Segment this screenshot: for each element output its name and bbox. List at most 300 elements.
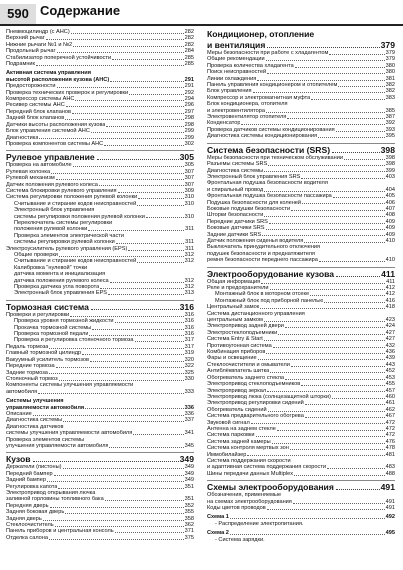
dot-leader [290, 449, 385, 450]
toc-page-number: 305 [184, 162, 194, 169]
toc-page-number: 352 [184, 502, 194, 509]
toc-entry-title: Стеклоочистители и омыватели [207, 361, 290, 368]
toc-page-number: 371 [184, 528, 194, 535]
dot-leader [137, 262, 183, 263]
toc-entry-title: Электровентилятор отопителя [207, 114, 287, 121]
toc-entry-title: Электроусилитель рулевого управления (EPS) [6, 245, 128, 252]
toc-page-number: 333 [184, 388, 194, 395]
dot-leader [336, 489, 380, 490]
dot-leader [267, 47, 379, 48]
dot-leader [73, 166, 184, 167]
toc-entry-title: Шины передачи данных Multiplex [207, 470, 293, 477]
toc-entry-title: Тормозная система [6, 301, 89, 312]
toc-page-number: 285 [184, 61, 194, 68]
toc-entry-title: Считывание и стирание кодов неисправностей [14, 200, 137, 207]
toc-entry-title: и адаптивная система поддержания скорости [207, 464, 327, 471]
toc-entry-title: Обозначения, применяемые [207, 492, 282, 499]
toc-entry-title: датчика положения рулевого колеса [14, 277, 109, 284]
toc-entry-title: Конденсатор [207, 120, 241, 127]
dot-leader [97, 159, 179, 160]
toc-entry-title: Система регулировки положения рулевой колонки [6, 194, 138, 201]
toc-entry-title: Монтажный блок под приборной панелью [215, 297, 324, 304]
dot-leader [305, 417, 385, 418]
toc-page-number: 330 [184, 375, 194, 382]
toc-entry-title: Система безопасности (SRS) [207, 144, 331, 155]
toc-entry-title: Фронтальная подушка безопасности водителя [207, 180, 328, 187]
toc-entry-title: Стеклоочиститель [6, 522, 54, 529]
toc-page-number: 311 [185, 239, 194, 246]
toc-entry-title: Проверка элементов системы [6, 436, 85, 443]
dot-leader [66, 106, 184, 107]
toc-page-number: 436 [385, 349, 395, 356]
toc-entry-title: Стабилизатор поперечной устойчивости [6, 54, 112, 61]
toc-entry-title: Проверка датчика угла поворота [14, 284, 100, 291]
toc-entry-title: Панель управления кондиционером и отопителем [207, 82, 338, 89]
toc-page-number: 316 [184, 324, 194, 331]
toc-page-number: 282 [184, 35, 194, 42]
toc-page-number: 491 [385, 498, 395, 505]
toc-entry-title: Электрооборудование кузова [207, 268, 335, 279]
dot-leader [108, 294, 184, 295]
dot-leader [115, 322, 184, 323]
toc-entry-title: Вакуумный усилитель тормозов [6, 356, 89, 363]
dot-leader [291, 210, 385, 211]
toc-page-number: 478 [385, 445, 395, 452]
toc-entry-title: Задний блок клапанов [6, 115, 65, 122]
toc-entry-title: Компоненты системы улучшения управляемости [6, 382, 134, 389]
dot-leader [264, 171, 384, 172]
dot-leader [319, 261, 385, 262]
toc-page-number: 409 [385, 231, 395, 238]
toc-page-number: 410 [385, 237, 395, 244]
toc-entry-title: Рулевое управление [6, 152, 95, 163]
toc-entry-title: автомобиля [6, 388, 38, 395]
dot-leader [65, 513, 183, 514]
toc-entry-title: Противоугонная система [207, 342, 272, 349]
toc-entry-title: - Распределение электропитания. [215, 520, 304, 527]
toc-page-number: 311 [185, 226, 194, 233]
dot-leader [146, 217, 184, 218]
toc-page-number: 292 [184, 89, 194, 96]
dot-leader [135, 341, 184, 342]
toc-page-number: 432 [385, 342, 395, 349]
dot-leader [36, 65, 184, 66]
toc-entry-title: Продольный рычаг [6, 48, 56, 55]
dot-leader [247, 455, 384, 456]
toc-entry-title: Компрессор системы АНС [6, 96, 75, 103]
dot-leader [336, 131, 385, 132]
toc-entry-title: Общие рекомендации [207, 56, 265, 63]
dot-leader [51, 173, 184, 174]
toc-entry-title: Проверка тормозной педали [14, 331, 89, 338]
toc-page-number: 291 [184, 76, 194, 83]
toc-entry-title: Стояночный тормоз [6, 375, 58, 382]
toc-entry-title: Описание [6, 410, 32, 417]
toc-entry-title: Считывание и стирание кодов неисправностей [14, 258, 137, 265]
toc-page-number: 412 [385, 291, 395, 298]
dot-leader [128, 250, 184, 251]
toc-entry-title: Держатели (пистоны) [6, 464, 62, 471]
toc-entry-title: управляемости автомобиля [6, 404, 85, 411]
toc-page-number: 452 [385, 368, 395, 375]
dot-leader [270, 372, 384, 373]
dot-leader [338, 86, 384, 87]
toc-page-number: 298 [184, 121, 194, 128]
toc-entry-title: Электропривод зеркал [207, 387, 267, 394]
toc-entry-title: улучшения управляемости автомобиля [6, 442, 109, 449]
toc-entry-title: Монтажный блок в моторном отсеке [215, 291, 310, 298]
toc-page-number: 313 [184, 290, 194, 297]
toc-entry-title: Задняя дверь [6, 515, 42, 522]
dot-leader [49, 348, 183, 349]
toc-entry-title: Система дистанционного управления [207, 310, 305, 317]
toc-page-number: 285 [184, 54, 194, 61]
toc-entry-title: Обогреватель заднего стекла [207, 374, 284, 381]
toc-entry-title: Педаль тормоза [6, 343, 49, 350]
toc-page-number: 336 [184, 404, 194, 411]
dot-leader [324, 302, 384, 303]
dot-leader [38, 393, 184, 394]
toc-entry-title: Калибровка "нулевой" точки [14, 264, 88, 271]
toc-page-number: 337 [184, 417, 194, 424]
toc-entry [6, 443, 194, 449]
dot-leader [329, 54, 384, 55]
toc-entry-title: Антенна на заднем стекле [207, 425, 276, 432]
toc-page-number: 362 [184, 522, 194, 529]
toc-page-number: 355 [184, 509, 194, 516]
dot-leader [268, 165, 384, 166]
toc-section-heading [207, 480, 395, 492]
dot-leader [301, 178, 384, 179]
header-rule [0, 24, 403, 26]
toc-section-heading [6, 452, 194, 464]
toc-page-number: 307 [184, 181, 194, 188]
toc-column-right [207, 29, 395, 543]
toc-page-number: 439 [385, 355, 395, 362]
toc-entry-title: Линии охлаждения [207, 75, 257, 82]
toc-entry-title: Центральный замок [207, 304, 260, 311]
toc-page-number: 358 [184, 515, 194, 522]
dot-leader [305, 404, 385, 405]
toc-entry-title: ремня безопасности переднего пассажира [207, 257, 318, 264]
toc-entry-title: Общая информация [207, 278, 261, 285]
dot-leader [116, 243, 184, 244]
toc-page-number: 312 [184, 252, 194, 258]
toc-page-number: 316 [184, 311, 194, 318]
toc-entry-title: Схемы электрооборудования [207, 482, 334, 493]
toc-page-number: 319 [184, 350, 194, 357]
toc-entry-title: Фронтальная подушка безопасности пассажира [207, 193, 332, 200]
toc-page-number: 296 [184, 102, 194, 109]
dot-leader [58, 488, 183, 489]
toc-page-number: 418 [385, 304, 395, 311]
dot-leader [138, 198, 183, 199]
toc-page-number: 349 [184, 464, 194, 471]
toc-entry-title: Электропривод открывания лючка [6, 490, 96, 496]
toc-section-heading: Кондиционер, отопление [207, 29, 315, 39]
dot-leader [110, 81, 183, 82]
toc-page-number: 407 [385, 205, 395, 212]
dot-leader [56, 179, 184, 180]
toc-entry-title: Электропривод задней двери [207, 323, 284, 330]
dot-leader [253, 92, 385, 93]
dot-leader [33, 461, 179, 462]
toc-page-number: 410 [385, 257, 395, 264]
dot-leader [344, 159, 385, 160]
toc-page-number: 310 [184, 213, 194, 220]
dot-leader [49, 539, 184, 540]
toc-entry-title: Переключатель системы регулировки [14, 219, 113, 226]
toc-entry-title: Проверка элементов электрической части [14, 232, 124, 239]
dot-leader [71, 33, 184, 34]
toc-entry-title: Система контроля мертвых зон [207, 445, 289, 452]
toc-page-number: 491 [380, 482, 395, 493]
dot-leader [115, 532, 184, 533]
dot-leader [287, 118, 384, 119]
toc-entry-title: Система предварительного обогрева [207, 413, 304, 420]
toc-entry-title: Шторки безопасности [207, 212, 264, 219]
toc-entry-title: Проверки и регулировки [6, 311, 70, 318]
toc-entry-title: Электропривод стеклоподъемников [207, 381, 301, 388]
toc-entry [207, 133, 395, 139]
toc-page-number: 351 [184, 483, 194, 490]
toc-entry-title: Электростеклоподъемники [207, 329, 278, 336]
toc-section-heading [6, 300, 194, 312]
toc-entry-title: Фары и освещение [207, 355, 257, 362]
toc-page-number: 455 [385, 381, 395, 388]
toc-entry-title: Верхний рычаг [6, 35, 45, 42]
dot-leader [59, 380, 184, 381]
toc-entry-title: Проверка количества хладагента [207, 62, 294, 69]
toc-page-number: 380 [385, 62, 395, 69]
dot-leader [295, 67, 385, 68]
toc-entry-title: и электровентилятора [207, 107, 265, 114]
toc-entry-title: Панель приборов и центральная консоль [6, 528, 114, 535]
toc-entry-title: Боковые подушки безопасности [207, 205, 291, 212]
toc-page-number: 299 [184, 134, 194, 141]
dot-leader [109, 447, 183, 448]
dot-leader [73, 46, 184, 47]
toc-entry [6, 290, 194, 296]
toc-entry-title: Подрамник [6, 61, 36, 68]
page-title: Содержание [40, 3, 121, 18]
dot-leader [260, 308, 384, 309]
toc-page-number: 375 [184, 534, 194, 541]
toc-entry-title: Обогреватель сидений [207, 406, 267, 413]
dot-leader [63, 421, 183, 422]
toc-page-number: 294 [184, 96, 194, 103]
dot-leader [327, 468, 385, 469]
dot-leader [85, 408, 183, 409]
toc-entry-title: Проверка компонентов системы АНС [6, 140, 104, 147]
toc-page-number: 492 [385, 514, 395, 521]
dot-leader [91, 309, 179, 310]
toc-entry-title: Предосторожности [6, 83, 56, 90]
toc-page-number: 380 [385, 69, 395, 76]
toc-entry-title: Прокачка тормозной системы [14, 324, 92, 331]
toc-page-number: 316 [179, 301, 194, 312]
toc-entry-title: Передний блок клапанов [6, 108, 71, 115]
toc-entry-title: Передняя дверь [6, 502, 49, 509]
dot-leader [266, 60, 385, 61]
dot-leader [63, 468, 184, 469]
toc-entry-title: Меры безопасности при работе с хладагентом [207, 50, 329, 56]
toc-entry-title: Главный тормозной цилиндр [6, 350, 82, 357]
dot-leader [304, 242, 384, 243]
dot-leader [57, 52, 184, 53]
dot-leader [91, 132, 184, 133]
toc-entry-title: на схемах электрооборудования [207, 498, 292, 505]
toc-page-number: 443 [385, 361, 395, 368]
toc-entry-title: Блок кондиционера, отопителя [207, 101, 288, 108]
toc-entry-title: Диагностика датчиков [6, 423, 64, 430]
toc-page-number: 393 [385, 126, 395, 133]
toc-entry-title: положения рулевой колонки [14, 226, 88, 233]
toc-page-number: 462 [385, 406, 395, 413]
dot-leader [110, 282, 184, 283]
toc-page-number: 379 [385, 50, 395, 56]
toc-entry-title: Система поддержания скорости [207, 457, 291, 464]
toc-entry-title: Кузов [6, 454, 31, 465]
toc-page-number: 325 [184, 369, 194, 376]
dot-leader [256, 436, 385, 437]
toc-page-number: 351 [184, 496, 194, 503]
toc-page-number: 408 [385, 212, 395, 219]
toc-entry-title: Проверка уровня тормозной жидкости [14, 318, 114, 325]
toc-entry-title: Выключатель принудительного отключения [207, 244, 321, 251]
toc-entry-title: Блок управления [207, 88, 252, 95]
dot-leader [72, 113, 184, 114]
toc-entry-title: подушек безопасности и преднатяжителя [207, 250, 315, 257]
toc-entry [207, 257, 395, 263]
dot-leader [264, 216, 384, 217]
dot-leader [277, 430, 385, 431]
dot-leader [251, 423, 385, 424]
toc-entry-title: Передние тормоза [6, 363, 55, 370]
toc-page-number: 387 [385, 114, 395, 121]
toc-entry-title: Компрессор и электромагнитная муфта [207, 94, 311, 101]
toc-page-number: 403 [385, 173, 395, 180]
toc-page-number: 320 [184, 356, 194, 363]
dot-leader [33, 415, 184, 416]
toc-page-number: 427 [385, 336, 395, 343]
toc-entry-title: Электропривод люка (солнцезащитной шторки) [207, 393, 331, 400]
toc-page-number: 495 [385, 530, 395, 537]
toc-page-number: 488 [385, 470, 395, 477]
toc-page-number: 461 [385, 400, 395, 407]
dot-leader [99, 185, 184, 186]
toc-page-number: 399 [385, 167, 395, 174]
toc-page-number: 424 [385, 323, 395, 330]
toc-entry-title: Регулировка капота [6, 483, 58, 490]
toc-entry-title: Меры безопасности при техническом обслуживании [207, 154, 343, 161]
toc-section-heading [207, 267, 395, 279]
dot-leader [133, 434, 183, 435]
toc-page-number: 382 [385, 82, 395, 89]
dot-leader [100, 288, 183, 289]
toc-page-number: 310 [184, 194, 194, 201]
toc-entry-title: Диагностика системы кондиционирования [207, 133, 317, 140]
toc-entry-title: Электропривод регулировки сидений [207, 400, 304, 407]
toc-page-number: 453 [385, 374, 395, 381]
toc-page-number: 341 [184, 430, 194, 437]
toc-entry-title: системы улучшения управляемости автомобиля [6, 430, 133, 437]
toc-entry-title: Отделка салона [6, 534, 48, 541]
dot-leader [118, 192, 184, 193]
toc-page-number: 398 [380, 144, 395, 155]
toc-page-number: 411 [381, 268, 395, 279]
dot-leader [82, 354, 184, 355]
toc-page-number: 427 [385, 329, 395, 336]
toc-page-number: 305 [179, 152, 194, 163]
toc-page-number: 411 [386, 278, 395, 285]
toc-entry-title: и спиральный провод [207, 186, 264, 193]
toc-page-number: 379 [380, 40, 395, 50]
dot-leader [285, 379, 385, 380]
dot-leader [137, 205, 183, 206]
toc-entry-title: Электронный блок управления EPS [14, 290, 108, 297]
toc-page-number: 404 [385, 186, 395, 193]
toc-page-number: 416 [385, 297, 395, 304]
dot-leader [262, 235, 385, 236]
toc-entry-title: Задний бампер [6, 477, 46, 484]
toc-page-number: 282 [184, 29, 194, 35]
toc-entry-title: Боковые датчики SRS [207, 225, 265, 232]
toc-page-number: 398 [385, 154, 395, 161]
dot-leader [293, 503, 385, 504]
toc-page-number: 398 [385, 161, 395, 168]
dot-leader [258, 359, 385, 360]
toc-page-number: 382 [385, 88, 395, 95]
toc-page-number: 302 [184, 140, 194, 147]
dot-leader [278, 334, 384, 335]
toc-page-number: 297 [184, 108, 194, 115]
toc-page-number: 472 [385, 419, 395, 426]
toc-entry-title: Датчики высоты расположения кузова [6, 121, 106, 128]
dot-leader [70, 316, 183, 317]
toc-entry-title: Система задней камеры [207, 438, 271, 445]
toc-entry-title: Системы улучшения [6, 398, 64, 405]
toc-entry-title: Коды цветов проводов [207, 505, 266, 511]
toc-entry-title: Пневмоцилиндр (с АНС) [6, 29, 70, 35]
dot-leader [333, 197, 385, 198]
dot-leader [50, 507, 184, 508]
toc-page-number: 460 [385, 393, 395, 400]
toc-page-number: 299 [184, 128, 194, 135]
toc-page-number: 307 [184, 175, 194, 182]
toc-entry-title: - Система зарядки. [215, 536, 265, 543]
page-header [0, 0, 403, 26]
dot-leader [129, 94, 184, 95]
dot-leader [261, 283, 385, 284]
toc-page-number: 457 [385, 387, 395, 394]
dot-leader [272, 443, 385, 444]
toc-page-number: 291 [184, 83, 194, 90]
toc-entry-title: Проверка на автомобиле [6, 162, 72, 169]
dot-leader [104, 145, 183, 146]
dot-leader [291, 366, 385, 367]
toc-page-number: 317 [184, 337, 194, 344]
toc-page-number: 309 [184, 187, 194, 194]
dot-leader [294, 475, 385, 476]
toc-entry-title: Датчик положения рулевого колеса [6, 181, 98, 188]
toc-entry-title: Антиблёквпатель шитка [207, 368, 270, 375]
toc-page-number: 472 [385, 432, 395, 439]
toc-entry-title: Общие проверки [14, 252, 58, 258]
toc-entry-title: Проверка датчиков системы кондиционирования [207, 126, 335, 133]
dot-leader [88, 230, 184, 231]
toc-entry-title: Блок управления системой АНС [6, 128, 90, 135]
